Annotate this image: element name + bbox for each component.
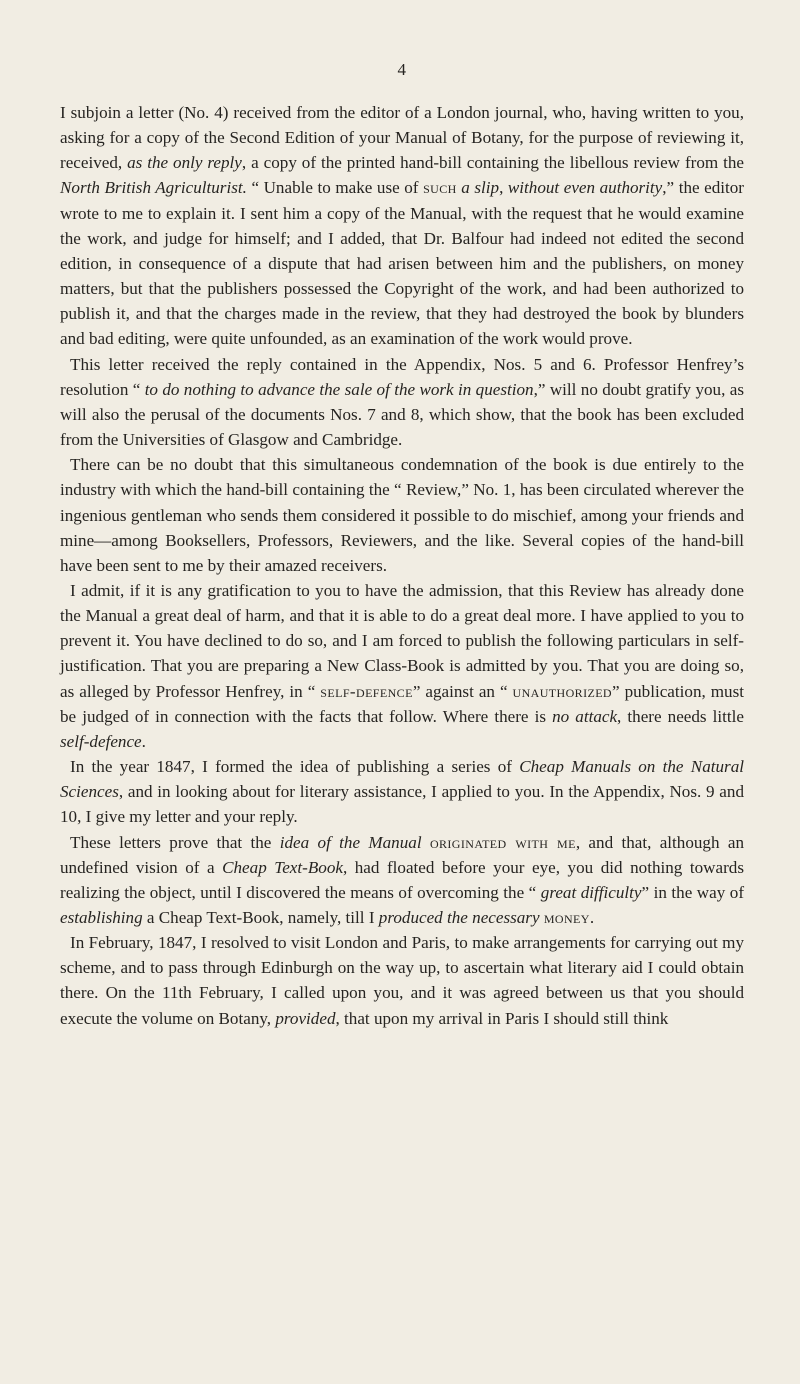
text-run: These letters prove that the — [70, 832, 280, 852]
italic-run: to do nothing to advance the sale of the work in question — [144, 379, 534, 399]
italic-run: North British Agriculturist. — [60, 178, 247, 198]
paragraph-5 — [60, 754, 744, 829]
text-run: , — [499, 178, 508, 198]
text-run: , that upon my arrival in Paris I should still think — [335, 1008, 669, 1028]
text-run: In February, 1847, I resolved to visit London and Paris, to make arrangements for carrying out my scheme, and to pass through Edinburgh on the way up, to ascertain what literary aid I could obtain there. On the 11th February, I called upon you, and it was agreed between us that you should execute the volume on Botany, — [60, 933, 744, 1028]
text-run: ,” will no doubt gratify you, as will also the perusal of the documents Nos. 7 and 8, which show, that the book has been excluded from the Universities of Glasgow and Cambridge. — [60, 379, 744, 450]
text-run: ” against an “ — [412, 681, 513, 701]
italic-run: produced the necessary — [378, 908, 540, 927]
paragraph-6 — [60, 830, 744, 931]
smallcaps-run: originated with me — [429, 832, 576, 852]
smallcaps-run: self-defence — [320, 681, 413, 701]
smallcaps-run: such — [423, 178, 457, 198]
italic-run: a slip — [461, 178, 500, 198]
text-run: ” publication, must be judged of in connection with the facts that follow. Where there is — [60, 681, 745, 726]
text-run: In the year 1847, I formed the idea of publishing a series of — [70, 757, 520, 777]
paragraph-4 — [60, 578, 744, 754]
italic-run: no attack — [552, 706, 618, 726]
italic-run: Cheap Manuals on the Natural Sciences — [60, 757, 744, 802]
paragraph-3 — [60, 452, 744, 578]
text-run: . — [141, 731, 146, 751]
text-run: There can be no doubt that this simultaneous condemnation of the book is due entirely to the industry with which the hand-bill containing the “ Review,” No. 1, has been circulated wherever the ingenious gentleman who sends them considered it possible to do mischief, among your friends and mine—among Booksellers, Professors, Reviewers, and the like. Several copies of the hand-bill have been sent to me by their amazed receivers. — [60, 455, 744, 575]
italic-run: without even authority — [507, 178, 663, 198]
text-run: , and in looking about for literary assistance, I applied to you. In the Appendix, Nos. 9 and 10, I give my letter and your reply. — [60, 782, 744, 827]
italic-run: provided — [275, 1008, 336, 1028]
text-run: ” in the way of — [641, 882, 745, 902]
text-run: I subjoin a letter (No. 4) received from the editor of a London journal, who, having written to you, asking for a copy of the Second Edition of your Manual of Botany, for the purpose of reviewing it, received, — [60, 103, 744, 173]
text-run: This letter received the reply contained in the Appendix, Nos. 5 and 6. Professor Henfrey’s resolution “ — [60, 354, 744, 399]
page-body — [60, 100, 744, 1031]
text-run: , and that, although an undefined vision of a — [60, 832, 745, 877]
paragraph-2 — [60, 352, 744, 453]
smallcaps-run: unauthorized — [512, 681, 612, 701]
text-run: ,” the editor wrote to me to explain it. I sent him a copy of the Manual, with the request that he would examine the work, and judge for himself; and I added, that Dr. Balfour had indeed not edited the second edition, in consequence of a dispute that had arisen between him and the publishers, on money matters, but that the publishers possessed the Copyright of the work, and had been authorized to publish it, and that the charges made in the review, that they had destroyed the book by blunders and bad editing, were quite unfounded, as an examination of the work would prove. — [60, 178, 745, 349]
italic-run: self-defence — [60, 731, 142, 751]
text-run: “ Unable to make use of — [246, 178, 424, 198]
text-run: . — [589, 908, 595, 927]
paragraph-7 — [60, 930, 744, 1031]
text-run: , there needs little — [617, 706, 744, 726]
page-number: 4 — [397, 60, 407, 79]
italic-run: establishing — [60, 908, 143, 927]
paragraph-1 — [60, 100, 744, 352]
italic-run: great difficulty — [540, 882, 642, 902]
smallcaps-run: money — [543, 908, 590, 927]
text-run: , had floated before your eye, you did nothing towards realizing the object, until I discovered the means of overcoming the “ — [60, 857, 744, 902]
text-run: , a copy of the printed hand-bill containing the libellous review from the — [241, 153, 744, 173]
text-run — [422, 833, 430, 852]
italic-run: Cheap Text-Book — [222, 857, 343, 877]
italic-run: idea of the Manual — [279, 832, 422, 852]
text-run: a Cheap Text-Book, namely, till I — [142, 908, 379, 927]
italic-run: as the only reply — [127, 153, 242, 173]
text-run: I admit, if it is any gratification to you to have the admission, that this Review has already done the Manual a great deal of harm, and that it is able to do a great deal more. I have applied to you to prevent it. You have declined to do so, and I am forced to publish the following particulars in self-justification. That you are preparing a New Class-Book is admitted by you. That you are doing so, as alleged by Professor Henfrey, in “ — [60, 580, 744, 701]
